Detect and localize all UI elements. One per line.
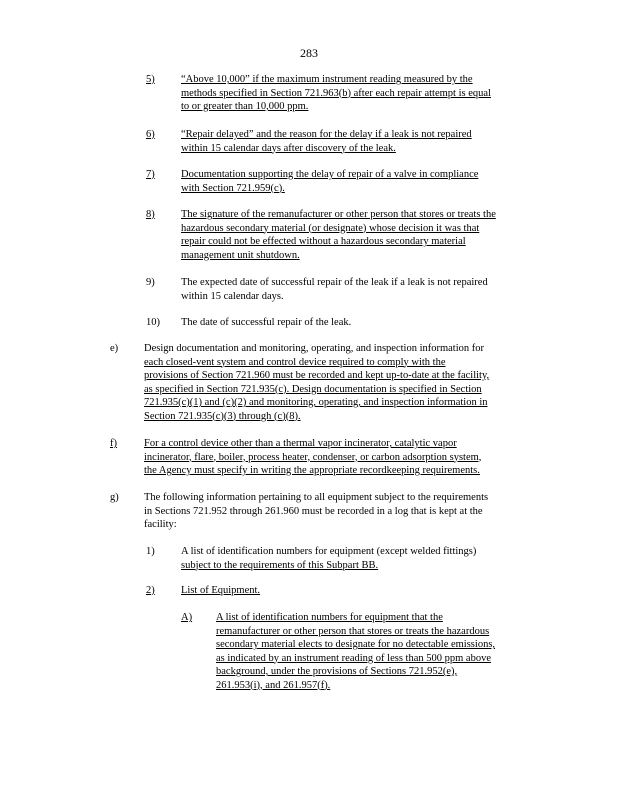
text-line: each closed-vent system and control device required to comply with the — [144, 356, 446, 368]
text-line: within 15 calendar days after discovery of the leak. — [181, 142, 396, 154]
text-line: with Section 721.959(c). — [181, 182, 285, 194]
item-text — [144, 491, 540, 532]
text-line: the Agency must specify in writing the appropriate recordkeeping requirements. — [144, 465, 480, 476]
text-line: The date of successful repair of the leak. — [181, 317, 352, 328]
item-number: 2) — [146, 585, 155, 596]
text-line: provisions of Section 721.960 must be recorded and kept up-to-date at the facility, — [144, 370, 490, 381]
item-number: 9) — [146, 277, 155, 288]
item-text — [181, 276, 537, 303]
text-line: For a control device other than a thermal vapor incinerator, catalytic vapor — [144, 438, 457, 449]
text-line: secondary material elects to designate for no detectable emissions, — [216, 639, 496, 650]
item-text — [181, 208, 541, 262]
item-number: 10) — [146, 317, 160, 328]
text-line: Documentation supporting the delay of repair of a valve in compliance — [181, 169, 479, 180]
item-text — [181, 584, 537, 598]
item-text — [181, 73, 537, 114]
item-number: 5) — [146, 74, 155, 85]
text-line: management unit shutdown. — [181, 249, 300, 261]
item-text — [144, 437, 536, 478]
text-line: The following information pertaining to all equipment subject to the requirements — [144, 492, 489, 503]
text-line: methods specified in Section 721.963(b) after each repair attempt is equal — [181, 87, 491, 99]
page-number: 283 — [300, 46, 318, 60]
text-line: as indicated by an instrument reading of less than 500 ppm above — [216, 652, 491, 664]
text-line: subject to the requirements of this Subpart BB. — [181, 559, 379, 571]
text-line: A list of identification numbers for equipment (except welded fittings) — [181, 546, 477, 557]
text-line: background, under the provisions of Sections 721.952(e), — [216, 666, 458, 677]
item-number: 8) — [146, 209, 155, 220]
text-line: repair could not be effected without a hazardous secondary material — [181, 236, 466, 247]
item-number: f) — [110, 438, 117, 449]
item-text — [181, 128, 537, 155]
text-line: “Repair delayed” and the reason for the delay if a leak is not repaired — [181, 129, 472, 140]
text-line: Section 721.935(c)(3) through (c)(8). — [144, 410, 301, 422]
text-line: incinerator, flare, boiler, process heater, condenser, or carbon adsorption system, — [144, 451, 482, 463]
text-line: Design documentation and monitoring, operating, and inspection information for — [144, 343, 485, 354]
text-line: A list of identification numbers for equipment that the — [216, 612, 443, 623]
text-line: “Above 10,000” if the maximum instrument reading measured by the — [181, 74, 473, 85]
item-number: 7) — [146, 169, 155, 180]
text-line: hazardous secondary material (or designate) whose decision it was that — [181, 222, 480, 234]
item-number: A) — [181, 612, 193, 623]
text-line: The expected date of successful repair of the leak if a leak is not repaired — [181, 277, 488, 288]
item-number: 6) — [146, 129, 155, 140]
text-line: in Sections 721.952 through 261.960 must be recorded in a log that is kept at the — [144, 505, 483, 517]
item-number: e) — [110, 343, 119, 354]
text-line: as specified in Section 721.935(c). Design documentation is specified in Section — [144, 383, 482, 395]
text-line: within 15 calendar days. — [181, 290, 284, 302]
item-text — [144, 342, 540, 423]
item-number: 1) — [146, 546, 155, 557]
item-text — [181, 168, 537, 195]
item-text — [181, 545, 537, 572]
item-text — [216, 611, 536, 692]
text-line: facility: — [144, 519, 177, 530]
text-line: remanufacturer or other person that stores or treats the hazardous — [216, 625, 490, 637]
item-number: g) — [110, 492, 119, 503]
text-line: to or greater than 10,000 ppm. — [181, 101, 309, 112]
text-line: List of Equipment. — [181, 585, 261, 596]
text-line: 721.935(c)(1) and (c)(2) and monitoring, operating, and inspection information in — [144, 397, 488, 408]
item-text — [181, 316, 537, 330]
text-line: 261.953(i), and 261.957(f). — [216, 679, 331, 691]
text-line: The signature of the remanufacturer or other person that stores or treats the — [181, 209, 496, 220]
